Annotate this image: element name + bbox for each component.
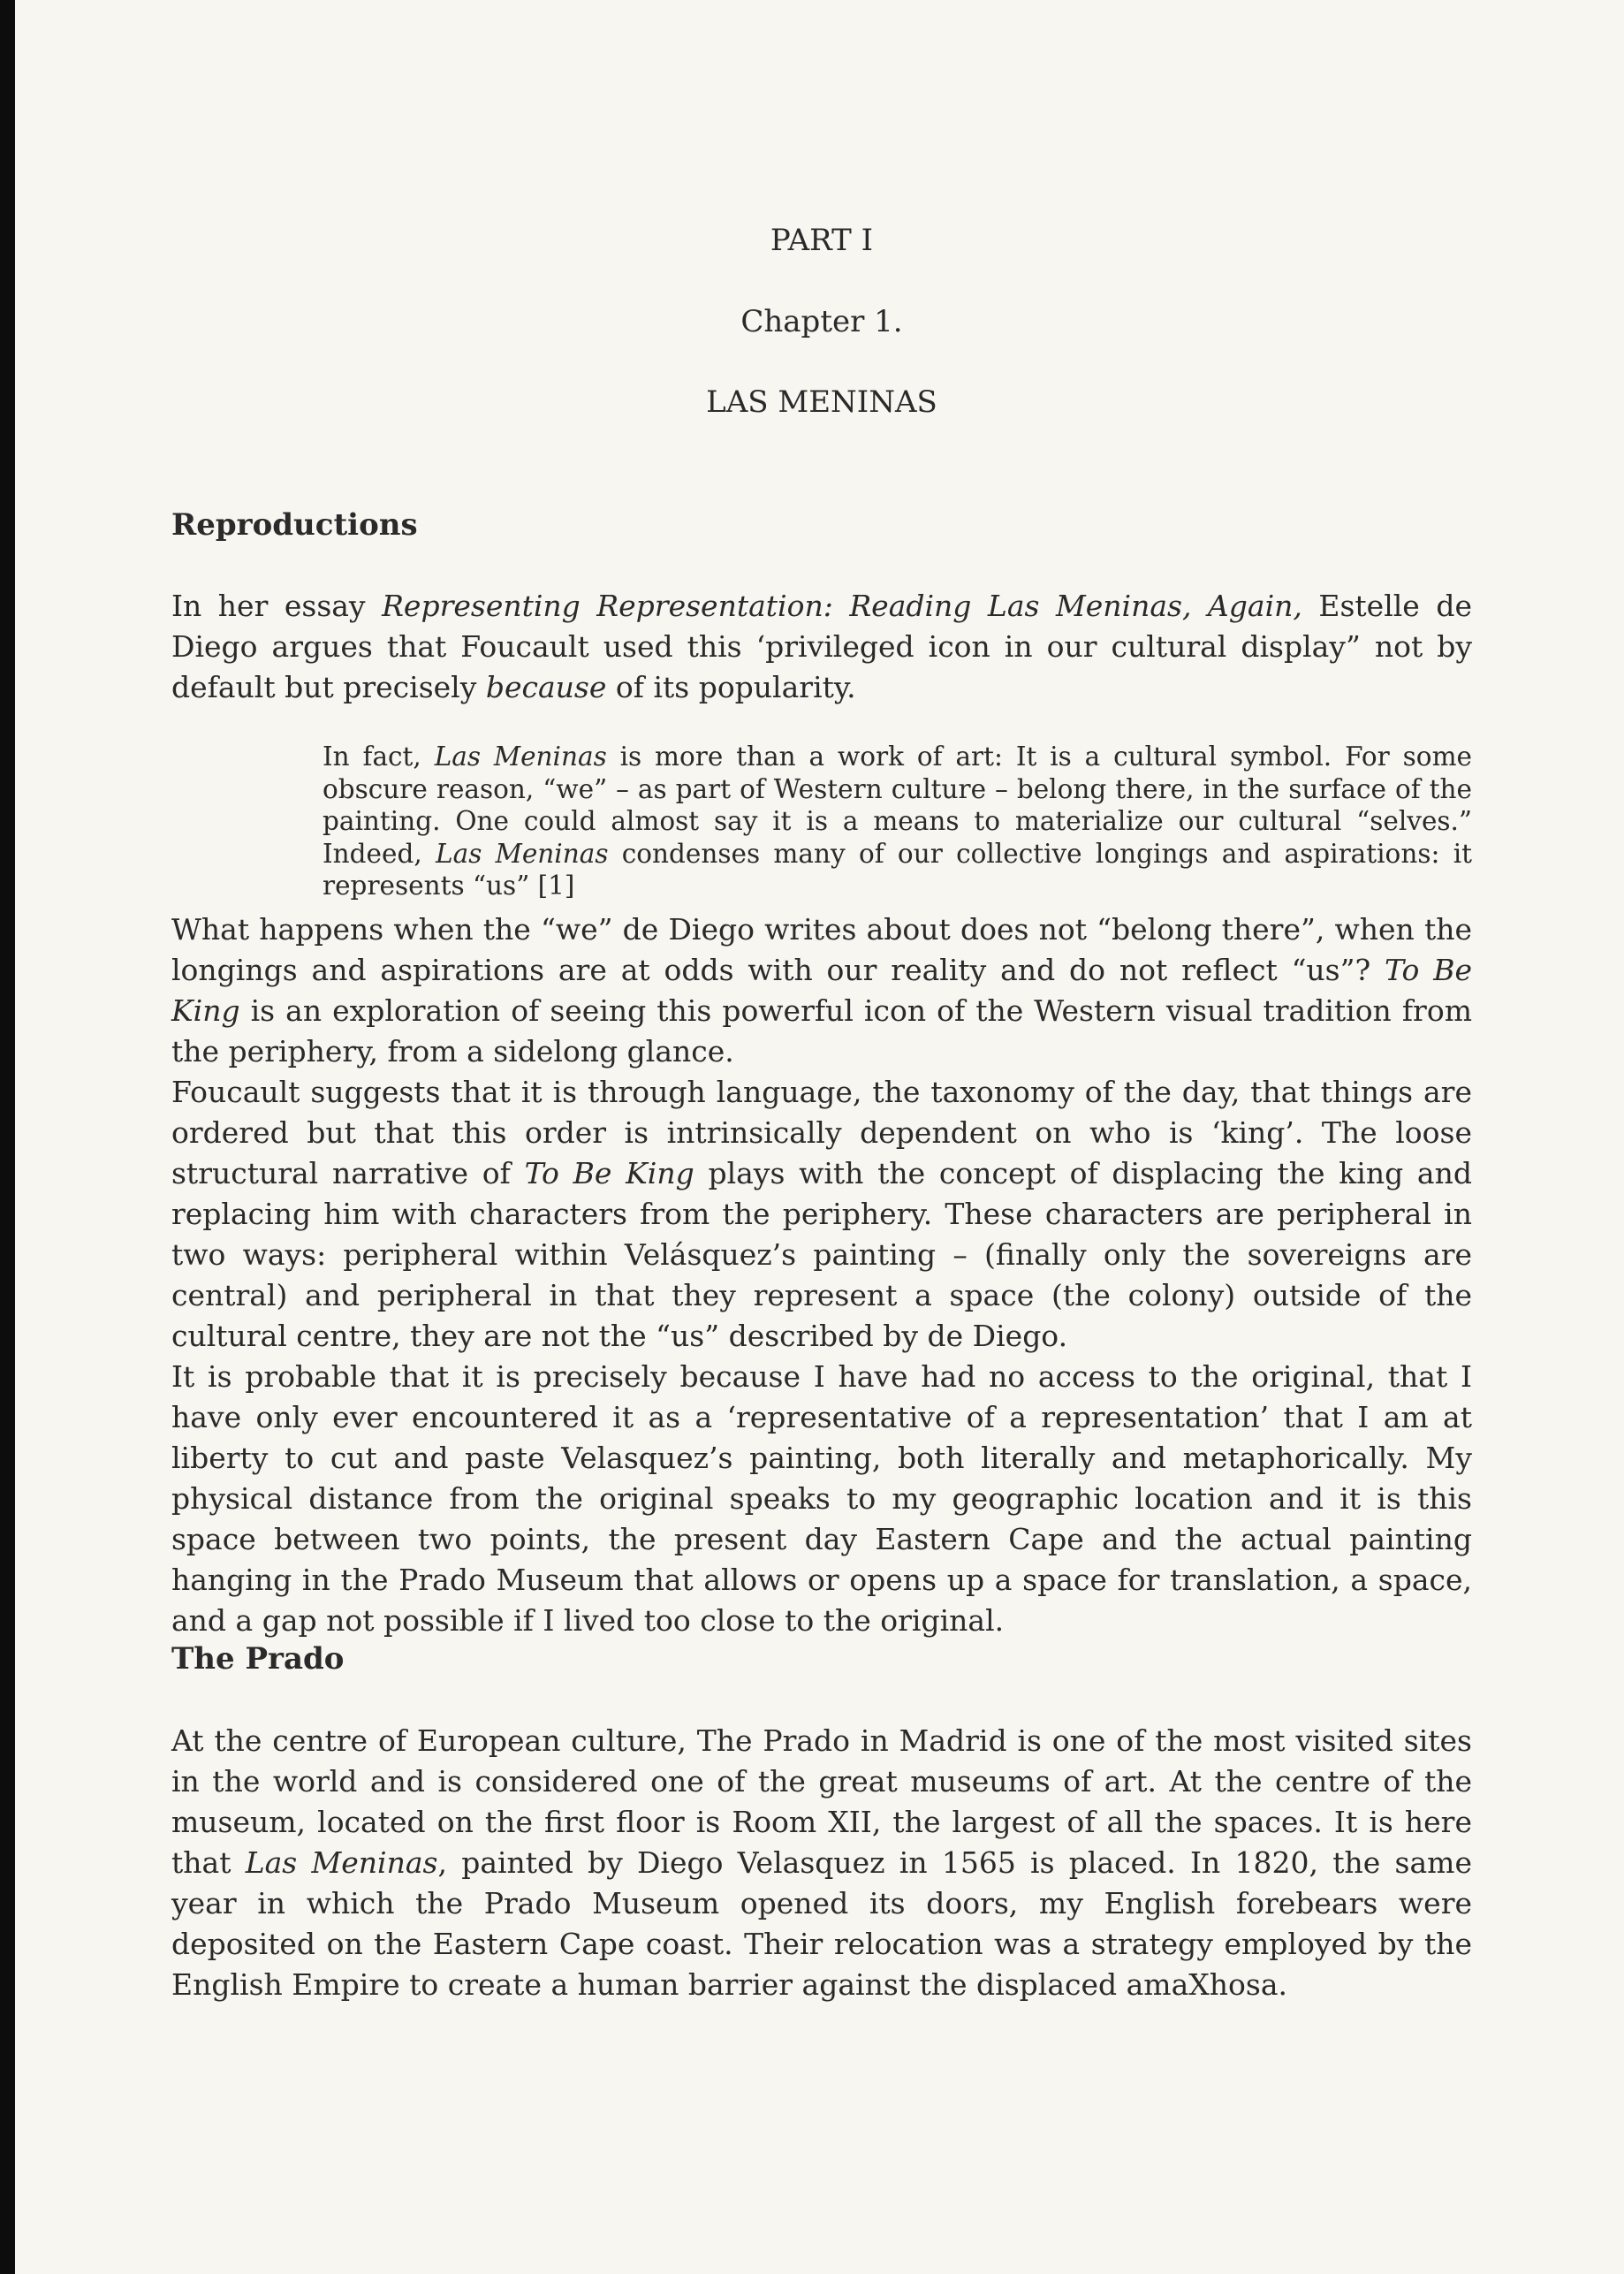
text-run: Foucault suggests that it is through language, the taxonomy of the day, that things are ordered but that this order is intrinsically dependent on who is ‘king’. The loose structural narrative of — [171, 1075, 1472, 1190]
work-title: To Be King — [524, 1156, 694, 1190]
text-run: of its popularity. — [606, 670, 856, 704]
artwork-title: Las Meninas — [245, 1845, 438, 1880]
artwork-title: Las Meninas — [436, 838, 609, 869]
paragraph-reproductions-2 — [171, 909, 1472, 1072]
section-title-prado: The Prado — [171, 1641, 345, 1677]
text-run: condenses many of our collective longings and aspirations: it represents “us” [1] — [323, 838, 1472, 901]
section-title-reproductions: Reproductions — [171, 507, 418, 543]
text-run: , painted by Diego Velasquez in 1565 is placed. In 1820, the same year in which the Prado Museum opened its doors, my English forebears were deposited on the Eastern Cape coast. Their relocation was a strategy employed by the English Empire to create a human barrier against the displaced amaXhosa. — [171, 1845, 1472, 2002]
emphasis: because — [485, 670, 607, 704]
paragraph-reproductions-3 — [171, 1072, 1472, 1357]
artwork-title: Las Meninas — [434, 742, 607, 772]
text-run: is more than a work of art: It is a cultural symbol. For some obscure reason, “we” – as part of Western culture – belong there, in the surface of the painting. One could almost say it is a means to materialize our cultural “selves.” Indeed, — [323, 742, 1472, 869]
text-run: At the centre of European culture, The Prado in Madrid is one of the most visited sites in the world and is considered one of the great museums of art. At the centre of the museum, located on the first floor is Room XII, the largest of all the spaces. It is here that — [171, 1723, 1472, 1880]
part-heading: PART I — [770, 223, 874, 258]
block-quote — [323, 741, 1472, 902]
paragraph-reproductions-4: It is probable that it is precisely because I have had no access to the original, that I have only ever encountered it as a ‘representative of a representation’ that I am at liberty to cut and paste Velasquez’s painting, both literally and metaphorically. My physical distance from the original speaks to my geographic location and it is this space between two points, the present day Eastern Cape and the actual painting hanging in the Prado Museum that allows or opens up a space for translation, a space, and a gap not possible if I lived too close to the original. — [171, 1359, 1472, 1638]
paragraph-prado-1 — [171, 1721, 1472, 2005]
text-run: plays with the concept of displacing the king and replacing him with characters from the periphery. These characters are peripheral in two ways: peripheral within Velásquez’s painting – (finally only the sovereigns are central) and peripheral in that they represent a space (the colony) outside of the cultural centre, they are not the “us” described by de Diego. — [171, 1156, 1472, 1353]
text-run: In fact, — [323, 742, 435, 772]
paragraph-reproductions-1 — [171, 586, 1472, 708]
page-left-edge — [0, 0, 15, 2274]
essay-title: Representing Representation: Reading Las Meninas, Again, — [382, 589, 1302, 623]
chapter-title: LAS MENINAS — [706, 384, 937, 420]
text-run: What happens when the “we” de Diego writes about does not “belong there”, when the longings and aspirations are at odds with our reality and do not reflect “us”? — [171, 912, 1472, 987]
text-run: is an exploration of seeing this powerful icon of the Western visual tradition from the periphery, from a sidelong glance. — [171, 993, 1472, 1069]
text-run: In her essay — [171, 589, 383, 623]
chapter-heading: Chapter 1. — [740, 304, 903, 339]
work-title: To Be King — [171, 953, 1472, 1028]
text-run: Estelle de Diego argues that Foucault used this ‘privileged icon in our cultural display” not by default but precisely — [171, 589, 1472, 704]
